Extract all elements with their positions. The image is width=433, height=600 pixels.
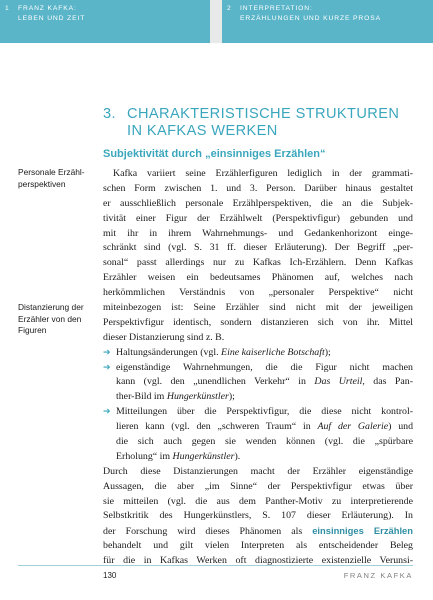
bullet-continuation: lieren kann (vgl. den „schweren Traum“ in Auf der Galerie) und bbox=[116, 421, 413, 433]
body-line: herkömmlichen Verständnis von „personaler Perspektive“ nicht bbox=[103, 287, 413, 299]
chapter-title-line1: CHARAKTERISTISCHE STRUKTUREN bbox=[127, 106, 400, 122]
work-title: Eine kaiserliche Botschaft bbox=[221, 346, 325, 358]
margin-note-personale-perspektiven bbox=[18, 167, 94, 190]
body-line: behandelt und gilt vielen Interpreten als entscheidender Beleg bbox=[103, 540, 413, 552]
chapter-title bbox=[103, 106, 399, 140]
bullet-continuation: ther-Bild im Hungerkünstler); bbox=[116, 391, 235, 403]
bullet-item: ➔ Mitteilungen über die Perspektivfigur, die diese nicht kontrol- bbox=[103, 405, 413, 420]
arrow-bullet-icon: ➔ bbox=[103, 362, 111, 373]
body-line: Selbstkritik des Hungerkünstlers, S. 107 dieser Erläuterung). In bbox=[103, 510, 413, 522]
body-line: Perspektivfigur identisch, sondern distanzieren sich von ihr. Mittel bbox=[103, 316, 413, 328]
margin-note-line: perspektiven bbox=[18, 178, 66, 189]
body-text bbox=[103, 167, 413, 569]
running-header bbox=[0, 0, 433, 43]
body-line: sie mitteilen (vgl. die aus dem Panther-Motiv zu interpretierende bbox=[103, 495, 413, 507]
arrow-bullet-icon: ➔ bbox=[103, 407, 111, 418]
header-nav-leben-und-zeit[interactable] bbox=[0, 0, 210, 43]
bullet-continuation: die sich auch gegen sie wenden können (vgl. die „spürbare bbox=[116, 436, 413, 448]
section-heading: Subjektivität durch „einsinniges Erzählen“ bbox=[103, 148, 326, 160]
body-line: sonal“ passt allerdings nur zu Kafkas Ich-Erzählern. Denn Kafkas bbox=[103, 257, 413, 269]
body-line: Erzähler weisen ein bedeutsames Phänomen auf, welches nach bbox=[103, 272, 413, 284]
margin-note-line: Personale Erzähl- bbox=[18, 167, 85, 177]
running-footer-title: FRANZ KAFKA bbox=[343, 571, 413, 580]
arrow-bullet-icon: ➔ bbox=[103, 347, 111, 358]
body-line: mit ihr in ihrem Wahrnehmungs- und Gedankenhorizont einge- bbox=[103, 227, 413, 239]
body-line: Kafka variiert seine Erzählerfiguren lediglich in der grammati- bbox=[113, 168, 413, 179]
header-nav-line1: INTERPRETATION: bbox=[240, 5, 313, 12]
footer-divider bbox=[18, 565, 413, 566]
header-nav-number: 1 bbox=[5, 5, 10, 12]
chapter-number: 3. bbox=[103, 106, 116, 122]
body-line: schen Form zwischen 1. und 3. Person. Darüber hinaus gestaltet bbox=[103, 182, 413, 194]
margin-note-distanzierung bbox=[18, 302, 94, 337]
highlighted-term: einsinniges Erzählen bbox=[312, 525, 413, 537]
header-nav-interpretation[interactable] bbox=[222, 0, 433, 43]
body-line: Aussagen, die aber „im Sinne“ der Perspektivfigur etwas über bbox=[103, 480, 413, 492]
body-line: dieser Distanzierung sind z. B. bbox=[103, 331, 225, 343]
body-line: miteinbezogen ist: Seine Erzähler sind nicht mit der jeweiligen bbox=[103, 302, 413, 314]
header-nav-line2: ERZÄHLUNGEN UND KURZE PROSA bbox=[240, 14, 381, 22]
body-line: tivität einer Figur der Erzählwelt (Perspektivfigur) gebunden und bbox=[103, 212, 413, 224]
work-title: Hungerkünstler bbox=[172, 450, 235, 462]
bullet-item: ➔ Haltungsänderungen (vgl. Eine kaiserliche Botschaft); bbox=[103, 346, 413, 361]
body-line: für die in Kafkas Werken oft diagnostizierte existenzielle Verunsi- bbox=[103, 555, 413, 567]
margin-note-line: Figuren bbox=[18, 325, 47, 335]
margin-note-line: Erzähler von den bbox=[18, 313, 82, 324]
bullet-item: ➔ eigenständige Wahrnehmungen, die die Figur nicht machen bbox=[103, 361, 413, 376]
body-line: schränkt sind (vgl. S. 31 ff. dieser Erläuterung). Der Begriff „per- bbox=[103, 242, 413, 254]
header-nav-number: 2 bbox=[227, 5, 232, 12]
body-line: er ausschließlich personale Erzählperspektiven, die an die Subjek- bbox=[103, 197, 413, 209]
work-title: Hungerkünstler bbox=[166, 391, 229, 403]
work-title: Auf der Galerie bbox=[317, 421, 389, 433]
body-line: Durch diese Distanzierungen macht der Erzähler eigenständige bbox=[103, 465, 413, 477]
chapter-title-line2: IN KAFKAS WERKEN bbox=[127, 123, 278, 139]
bullet-continuation: Erholung“ im Hungerkünstler). bbox=[116, 450, 241, 462]
page-number: 130 bbox=[103, 571, 117, 580]
body-line: der Forschung wird dieses Phänomen als einsinniges Erzählen bbox=[103, 525, 413, 538]
header-nav-line1: FRANZ KAFKA: bbox=[18, 5, 77, 12]
work-title: Das Urteil bbox=[314, 376, 363, 388]
margin-note-line: Distanzierung der bbox=[18, 302, 84, 312]
bullet-continuation: kann (vgl. den „unendlichen Verkehr“ in Das Urteil, das Pan- bbox=[116, 376, 413, 388]
header-nav-line2: LEBEN UND ZEIT bbox=[18, 14, 86, 22]
